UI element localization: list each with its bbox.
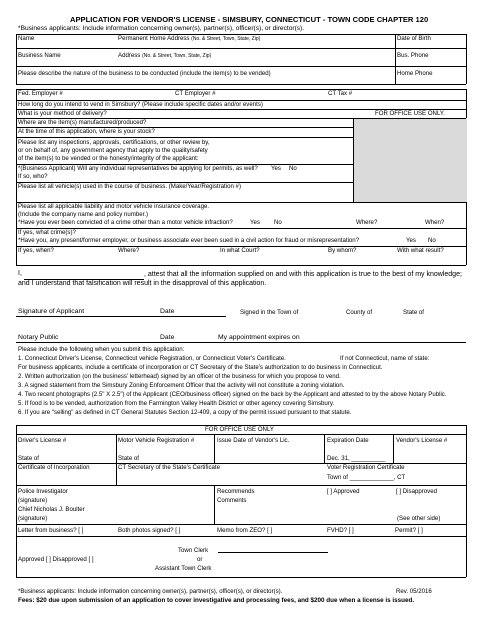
sued-no[interactable]: No: [428, 237, 436, 244]
convicted-where: Where?: [356, 219, 378, 226]
state-of-label: State of: [403, 309, 425, 316]
revision-label: Rev. 05/2016: [396, 588, 432, 595]
instruction-6: 6. If you are "selling" as defined in CT General Statutes Section 12-409, a copy of the permit issued pursuant to that statute.: [18, 409, 352, 416]
manufactured-label: Where are the item(s) manufactured/produced?: [18, 119, 147, 126]
inspections-line-2: or on behalf of, any government agency that apply to the quality/safety: [18, 147, 208, 154]
form-title: APPLICATION FOR VENDOR'S LICENSE - SIMSBURY, CONNECTICUT - TOWN CODE CHAPTER 120: [70, 15, 429, 24]
fed-employer-label: Fed. Employer #: [18, 90, 63, 97]
name-label: Name: [18, 35, 35, 42]
convicted-yes[interactable]: Yes: [250, 219, 260, 226]
fees-notice: Fees: $20 due upon submission of an application to cover investigative and processing fees, and $200 due when a license is issued.: [18, 597, 415, 604]
convicted-when: When?: [425, 219, 445, 226]
memo-checkbox[interactable]: Memo from ZEO? [ ]: [217, 527, 273, 534]
instructions-intro: Please include the following when you submit this application:: [18, 346, 185, 353]
delivery-method-label: What is your method of delivery?: [18, 110, 107, 117]
convicted-no[interactable]: No: [274, 219, 282, 226]
where-label: Where?: [118, 247, 140, 254]
what-crimes-label: If yes, what crime(s)?: [18, 229, 76, 236]
vehicles-label: Please list all vehicle(s) used in the course of business. (Make/Year/Registration #): [18, 183, 241, 190]
comments-label: Comments: [217, 497, 247, 504]
town-of-label: Town of _____________, CT: [327, 474, 406, 481]
letter-checkbox[interactable]: Letter from business? [ ]: [18, 527, 84, 534]
bus-phone-label: Bus. Phone: [397, 52, 429, 59]
notary-label: Notary Public: [18, 334, 59, 341]
office-use-header: FOR OFFICE USE ONLY: [205, 426, 274, 433]
sued-label: *Have you, any present/former employer, or business associate ever been sued in a civil action for fraud or misrepresentation?: [18, 237, 360, 244]
inspections-line-1: Please list any inspections, approvals, certifications, or other review by,: [18, 139, 210, 146]
how-long-label: How long do you intend to vend in Simsbury? (Please include specific dates and/or events): [18, 101, 263, 108]
home-phone-label: Home Phone: [397, 70, 433, 77]
fvhd-checkbox[interactable]: FVHD? [ ]: [327, 527, 354, 534]
dl-state-label: State of: [18, 455, 40, 462]
permit-checkbox[interactable]: Permit? [ ]: [395, 527, 423, 534]
name-field[interactable]: [18, 42, 393, 48]
attest-line-1: , attest that all the information supplied on and with this application is true to the best of my knowledge;: [144, 271, 462, 278]
address-label: Address (No. & Street, Town, State, Zip): [118, 52, 212, 59]
if-so-label: If so, who?: [18, 173, 48, 180]
county-of-label: County of: [346, 309, 373, 316]
office-use-label: FOR OFFICE USE ONLY.: [375, 110, 445, 117]
perm-address-label: Permanent Home Address (No. & Street, Town, State, Zip): [118, 35, 261, 42]
police-signature-label: (signature): [18, 497, 48, 504]
inspections-line-3: of the item(s) to be vended or the honesty/integrity of the applicant:: [18, 155, 199, 162]
vendor-license-label: Vendor's License #: [396, 437, 448, 444]
instruction-2: 2. Written authorization (on the business' letterhead) signed by an officer of the business for which you propose to vend.: [18, 373, 341, 380]
office-use-shaded-area: [353, 118, 467, 202]
with-what-result-label: With what result?: [397, 247, 444, 254]
instruction-1: 1. Connecticut Driver's License, Connecticut vehicle Registration, or Connecticut Voter's Certificate.: [18, 355, 286, 362]
recommends-label: Recommends: [217, 488, 255, 495]
rep-permits-no[interactable]: No: [289, 165, 297, 172]
or-label: or: [197, 556, 203, 563]
form-subtitle: *Business applicants: Include information concerning owner(s), partner(s), officer(s), or director(s).: [18, 25, 305, 32]
instruction-3: 3. A signed statement from the Simsbury Zoning Enforcement Officer that the activity will not constitute a zoning violation.: [18, 382, 345, 389]
approved-checkbox[interactable]: [ ] Approved: [327, 488, 360, 495]
not-ct-label: If not Connecticut, name of state:: [340, 355, 430, 362]
chief-signature-label: (signature): [18, 515, 48, 522]
in-what-court-label: In what Court?: [220, 247, 260, 254]
disapproved-checkbox[interactable]: [ ] Disapproved: [396, 488, 437, 495]
drivers-license-label: Driver's License #: [18, 437, 67, 444]
police-label: Police Investigator: [18, 488, 68, 495]
instruction-4: 4. Two recent photographs (2.5" X 2.5") of the Applicant (CEO/business officer) signed on the back by the Applicant and attested to by the above Notary Public.: [18, 391, 447, 398]
ct-sec-label: CT Secretary of the State's Certificate: [118, 464, 220, 471]
applicant-signature-label: Signature of Applicant: [18, 308, 85, 315]
attest-line-2: and I understand that falsification will result in the disapproval of this application.: [18, 280, 267, 287]
if-yes-when-label: If yes, when?: [18, 247, 54, 254]
dob-label: Date of Birth: [397, 35, 431, 42]
describe-business-label: Please describe the nature of the business to be conducted (include the item(s) to be vended): [18, 70, 271, 77]
rep-permits-yes[interactable]: Yes: [271, 165, 281, 172]
chief-label: Chief Nicholas J. Boulter: [18, 506, 85, 513]
ct-employer-label: CT Employer #: [175, 90, 216, 97]
dec31-label: Dec. 31, __________: [327, 455, 386, 462]
see-other-side-label: (See other side): [397, 515, 441, 522]
motor-vehicle-label: Motor Vehicle Registration #: [118, 437, 195, 444]
footer-note: *Business applicants: Include information concerning owner(s), partner(s), officer(s), or director(s).: [18, 588, 283, 595]
ct-tax-label: CT Tax #: [328, 90, 353, 97]
issue-date-label: Issue Date of Vendor's Lic.: [217, 437, 290, 444]
notary-date-label: Date: [160, 334, 175, 341]
signed-in-town-label: Signed in the Town of: [240, 309, 299, 316]
applicant-date-label: Date: [160, 308, 175, 315]
mv-state-label: State of: [118, 455, 140, 462]
town-clerk-label: Town Clerk: [178, 547, 209, 554]
insurance-label-2: (Include the company name and policy number.): [18, 211, 149, 218]
approved-disapproved-checkboxes[interactable]: Approved [ ] Disapproved [ ]: [18, 556, 94, 563]
expiration-label: Expiration Date: [327, 437, 369, 444]
insurance-label-1: Please list all applicable liability and motor vehicle insurance coverage.: [18, 203, 210, 210]
stock-label: At the time of this application, where is your stock?: [18, 128, 155, 135]
business-name-label: Business Name: [18, 52, 61, 59]
sued-yes[interactable]: Yes: [406, 237, 416, 244]
photos-checkbox[interactable]: Both photos signed? [ ]: [118, 527, 181, 534]
cert-incorp-label: Certificate of Incorporation: [18, 464, 90, 471]
by-whom-label: By whom?: [328, 247, 357, 254]
voter-reg-label: Voter Registration Certificate: [327, 464, 405, 471]
instruction-1b: For business applicants, include a certificate of incorporation or CT Secretary of the State's authorization to do business in Connecticut.: [18, 364, 383, 371]
instruction-5: 5. If food is to be vended, authorization from the Farmington Valley Health District or other agency covering Simsbury.: [18, 400, 335, 407]
asst-clerk-label: Assistant Town Clerk: [155, 565, 212, 572]
commission-label: My appointment expires on: [218, 334, 300, 341]
convicted-label: *Have you ever been convicted of a crime other than a motor vehicle infraction?: [18, 219, 233, 226]
attest-prefix: I,: [18, 270, 22, 277]
clerk-signature-line[interactable]: [218, 552, 328, 553]
rep-permits-label: *(Business Applicant) Will any individual representatives be applying for permits, as well?: [18, 165, 258, 172]
